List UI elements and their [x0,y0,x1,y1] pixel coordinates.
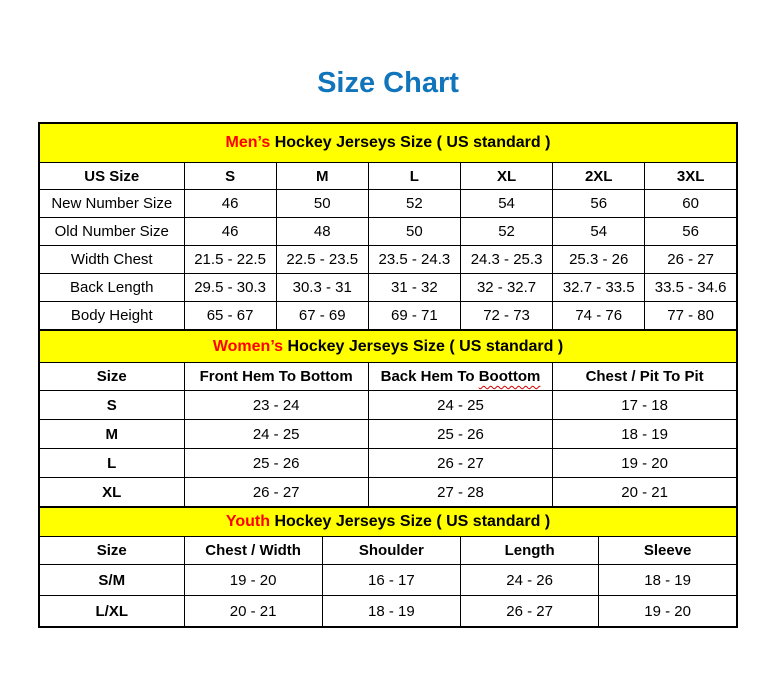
mens-row-label: Back Length [39,274,184,302]
womens-heading-row [39,330,737,363]
mens-column-header: US Size [39,163,184,190]
mens-table-row [39,190,737,218]
womens-size-value-cell: 18 - 19 [553,420,737,449]
womens-column-header [368,363,552,391]
mens-size-value-cell: 32.7 - 33.5 [553,274,645,302]
mens-size-value-cell: 77 - 80 [645,302,737,331]
mens-column-header: 2XL [553,163,645,190]
mens-size-value-cell: 50 [276,190,368,218]
mens-column-header: S [184,163,276,190]
mens-table-row [39,274,737,302]
youth-size-value-cell: 24 - 26 [461,565,599,596]
mens-size-value-cell: 32 - 32.7 [460,274,552,302]
womens-size-value-cell: 25 - 26 [368,420,552,449]
mens-size-value-cell: 24.3 - 25.3 [460,246,552,274]
womens-column-header-text: Back Hem To [380,368,479,385]
youth-column-header: Shoulder [322,537,460,565]
mens-size-value-cell: 52 [368,190,460,218]
womens-row-label: M [39,420,184,449]
youth-size-value-cell: 16 - 17 [322,565,460,596]
youth-column-header: Chest / Width [184,537,322,565]
mens-size-value-cell: 60 [645,190,737,218]
mens-size-value-cell: 50 [368,218,460,246]
page-title: Size Chart [317,67,459,99]
mens-row-label: Body Height [39,302,184,331]
youth-section-heading [39,507,737,537]
mens-column-header: L [368,163,460,190]
mens-size-value-cell: 69 - 71 [368,302,460,331]
mens-size-value-cell: 25.3 - 26 [553,246,645,274]
mens-size-value-cell: 23.5 - 24.3 [368,246,460,274]
mens-size-value-cell: 72 - 73 [460,302,552,331]
mens-size-table [38,122,738,331]
mens-size-value-cell: 22.5 - 23.5 [276,246,368,274]
youth-table-row [39,596,737,628]
youth-size-value-cell: 26 - 27 [461,596,599,628]
mens-heading-row [39,123,737,163]
womens-row-label: S [39,391,184,420]
mens-row-label: Old Number Size [39,218,184,246]
mens-size-value-cell: 29.5 - 30.3 [184,274,276,302]
womens-header-row [39,363,737,391]
youth-size-value-cell: 19 - 20 [599,596,737,628]
youth-row-label: L/XL [39,596,184,628]
womens-heading-accent: Women’s [212,337,284,355]
youth-size-value-cell: 19 - 20 [184,565,322,596]
mens-size-value-cell: 74 - 76 [553,302,645,331]
mens-header-row [39,163,737,190]
mens-table-row [39,218,737,246]
womens-size-table [38,329,738,508]
womens-size-value-cell: 17 - 18 [553,391,737,420]
womens-size-value-cell: 24 - 25 [184,420,368,449]
youth-heading-rest: Hockey Jerseys Size ( US standard ) [270,513,551,530]
womens-size-value-cell: 23 - 24 [184,391,368,420]
youth-row-label: S/M [39,565,184,596]
mens-heading-accent: Men’s [225,134,271,151]
mens-size-value-cell: 46 [184,190,276,218]
womens-size-value-cell: 26 - 27 [368,449,552,478]
mens-size-value-cell: 56 [645,218,737,246]
youth-heading-accent: Youth [225,513,271,530]
mens-size-value-cell: 54 [553,218,645,246]
womens-column-header: Size [39,363,184,391]
womens-size-value-cell: 27 - 28 [368,478,552,508]
mens-table-row [39,246,737,274]
womens-heading-rest: Hockey Jerseys Size ( US standard ) [283,337,564,355]
youth-heading-row [39,507,737,537]
womens-table-row [39,420,737,449]
mens-size-value-cell: 33.5 - 34.6 [645,274,737,302]
mens-size-value-cell: 54 [460,190,552,218]
womens-column-header: Front Hem To Bottom [184,363,368,391]
mens-size-value-cell: 26 - 27 [645,246,737,274]
mens-size-value-cell: 67 - 69 [276,302,368,331]
mens-size-value-cell: 31 - 32 [368,274,460,302]
mens-size-value-cell: 30.3 - 31 [276,274,368,302]
size-tables-container [38,122,738,628]
mens-heading-rest: Hockey Jerseys Size ( US standard ) [270,134,551,151]
womens-row-label: XL [39,478,184,508]
womens-row-label: L [39,449,184,478]
womens-size-value-cell: 26 - 27 [184,478,368,508]
womens-table-row [39,391,737,420]
mens-table-row [39,302,737,331]
mens-size-value-cell: 52 [460,218,552,246]
mens-size-value-cell: 48 [276,218,368,246]
womens-table-row [39,449,737,478]
youth-size-table [38,506,738,628]
womens-column-header: Chest / Pit To Pit [553,363,737,391]
mens-section-heading [39,123,737,163]
womens-size-value-cell: 24 - 25 [368,391,552,420]
womens-section-heading [39,330,737,363]
youth-header-row [39,537,737,565]
mens-column-header: XL [460,163,552,190]
mens-column-header: 3XL [645,163,737,190]
mens-size-value-cell: 46 [184,218,276,246]
womens-table-row [39,478,737,508]
mens-column-header: M [276,163,368,190]
youth-column-header: Length [461,537,599,565]
womens-size-value-cell: 19 - 20 [553,449,737,478]
mens-size-value-cell: 65 - 67 [184,302,276,331]
youth-size-value-cell: 20 - 21 [184,596,322,628]
youth-size-value-cell: 18 - 19 [599,565,737,596]
mens-size-value-cell: 56 [553,190,645,218]
womens-size-value-cell: 25 - 26 [184,449,368,478]
mens-size-value-cell: 21.5 - 22.5 [184,246,276,274]
youth-column-header: Sleeve [599,537,737,565]
youth-size-value-cell: 18 - 19 [322,596,460,628]
womens-column-header-misspelled-word: Boottom [478,368,541,385]
youth-column-header: Size [39,537,184,565]
mens-row-label: Width Chest [39,246,184,274]
mens-row-label: New Number Size [39,190,184,218]
womens-size-value-cell: 20 - 21 [553,478,737,508]
youth-table-row [39,565,737,596]
